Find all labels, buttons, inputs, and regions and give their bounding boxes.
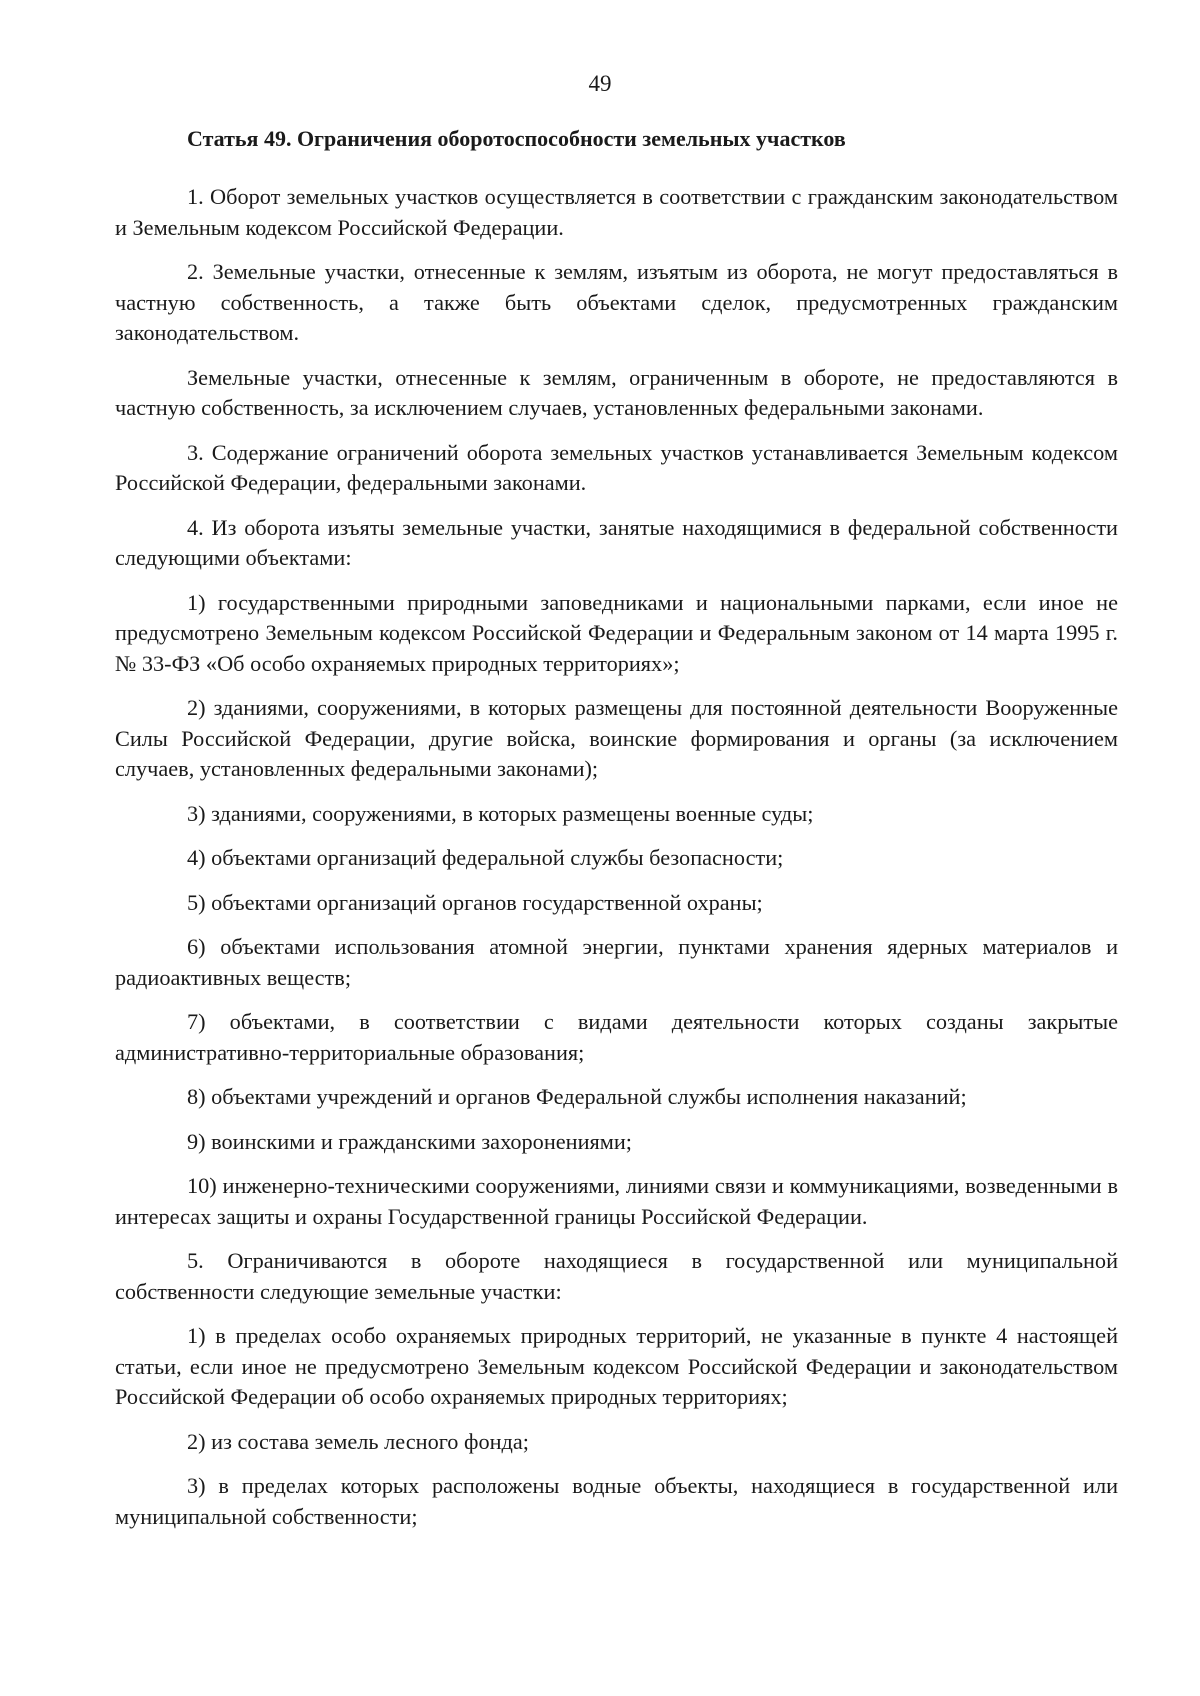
list-item-4-4: 4) объектами организаций федеральной службы безопасности; <box>187 845 784 870</box>
list-item-4-5: 5) объектами организаций органов государственной охраны; <box>187 889 763 915</box>
paragraph-2-cont: Земельные участки, отнесенные к землям, ограниченным в обороте, не предоставляются в частную собственность, за исключением случаев, установленных федеральными законами. <box>115 364 1118 420</box>
list-item-4-9: 9) воинскими и гражданскими захоронениями; <box>187 1128 633 1154</box>
paragraph-3: 3. Содержание ограничений оборота земельных участков устанавливается Земельным кодексом Российской Федерации, федеральными законами. <box>115 439 1118 495</box>
list-item-4-2: 2) зданиями, сооружениями, в которых размещены для постоянной деятельности Вооруженные Силы Российской Федерации, другие войска, воинские формирования и органы (за исключением случаев, установленных федеральными законами); <box>115 695 1118 781</box>
list-item-4-1: 1) государственными природными заповедниками и национальными парками, если иное не предусмотрено Земельным кодексом Российской Федерации и Федеральным законом от 14 марта 1995 г. № 33-ФЗ «Об особо охраняемых природных территориях»; <box>115 589 1118 676</box>
paragraph-5: 5. Ограничиваются в обороте находящиеся в государственной или муниципальной собственности следующие земельные участки: <box>115 1248 1118 1304</box>
paragraph-4: 4. Из оборота изъяты земельные участки, занятые находящимися в федеральной собственности следующими объектами: <box>115 514 1118 570</box>
list-item-4-6: 6) объектами использования атомной энергии, пунктами хранения ядерных материалов и радиоактивных веществ; <box>115 934 1118 990</box>
article-heading: Статья 49. Ограничения оборотоспособности земельных участков <box>187 126 846 151</box>
list-item-4-7: 7) объектами, в соответствии с видами деятельности которых созданы закрытые административно-территориальные образования; <box>115 1009 1118 1065</box>
list-item-5-1: 1) в пределах особо охраняемых природных территорий, не указанные в пункте 4 настоящей статьи, если иное не предусмотрено Земельным кодексом Российской Федерации и законодательством Российской Федерации об особо охраняемых природных территориях; <box>115 1323 1118 1409</box>
list-item-4-3: 3) зданиями, сооружениями, в которых размещены военные суды; <box>187 800 814 826</box>
list-item-5-3: 3) в пределах которых расположены водные объекты, находящиеся в государственной или муниципальной собственности; <box>115 1473 1118 1529</box>
paragraph-2: 2. Земельные участки, отнесенные к землям, изъятым из оборота, не могут предоставляться в частную собственность, а также быть объектами сделок, предусмотренных гражданским законодательством. <box>115 259 1118 345</box>
paragraph-1: 1. Оборот земельных участков осуществляется в соответствии с гражданским законодательством и Земельным кодексом Российской Федерации. <box>115 184 1118 240</box>
article-body <box>115 182 1118 1546</box>
list-item-4-8: 8) объектами учреждений и органов Федеральной службы исполнения наказаний; <box>187 1084 967 1109</box>
list-item-5-2: 2) из состава земель лесного фонда; <box>187 1428 529 1454</box>
list-item-4-10: 10) инженерно-техническими сооружениями, линиями связи и коммуникациями, возведенными в интересах защиты и охраны Государственной границы Российской Федерации. <box>115 1173 1118 1229</box>
page-number: 49 <box>588 71 612 96</box>
